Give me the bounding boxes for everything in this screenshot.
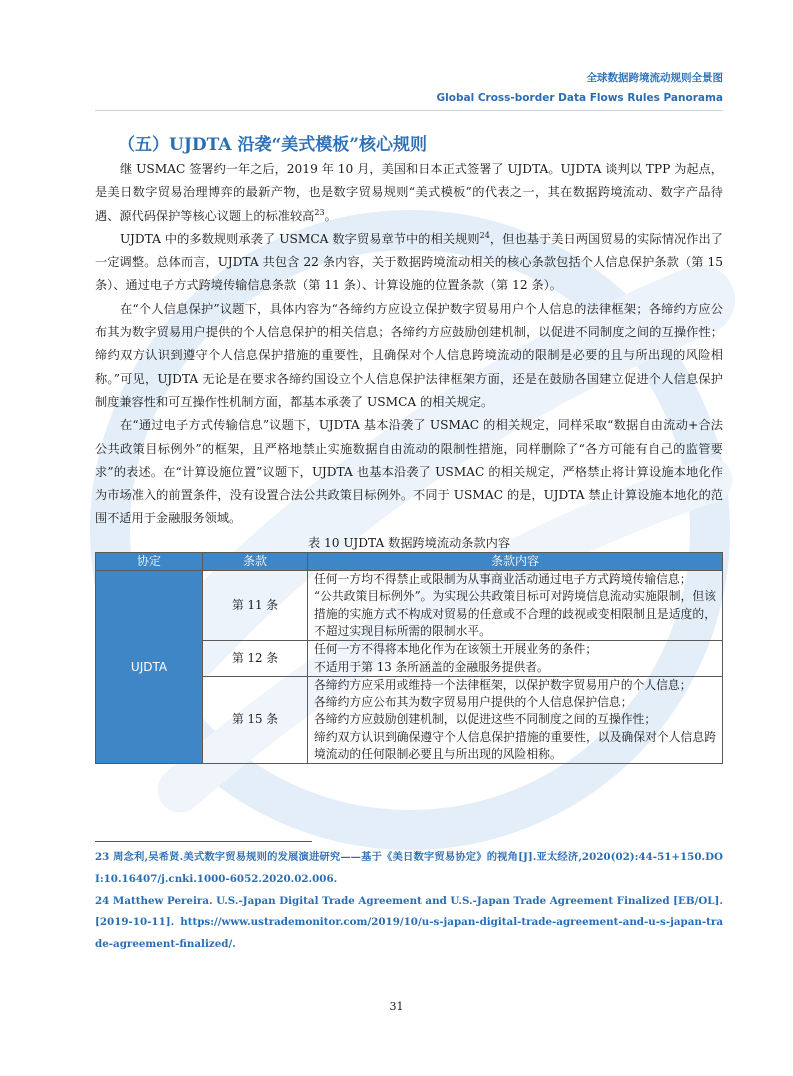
content-cell <box>308 641 723 677</box>
clause-cell: 第 15 条 <box>203 676 308 763</box>
paragraph-2: UJDTA 中的多数规则承袭了 USMCA 数字贸易章节中的相关规则$^{24}$，但也基于美日两国贸易的实际情况作出了一定调整。总体而言，UJDTA 共包含 22 条内容，关于数据跨境流动相关的核心条款包括个人信息保护条款（第 15 条）、通过电子方式跨境传输信息条款（第 11 条）、计算设施的位置条款（第 12 条）。 <box>95 230 723 293</box>
footnote-ref-24[interactable]: 24 <box>479 230 490 240</box>
table-header-row <box>96 552 723 570</box>
clauses-table <box>95 552 723 765</box>
content-cell <box>308 676 723 763</box>
header-content: 条款内容 <box>308 552 723 570</box>
footnote-23: 23 周念利,吴希贤.美式数字贸易规则的发展演进研究——基于《美日数字贸易协定》的视角[J].亚太经济,2020(02):44-51+150.DOI:10.16407/j.cnki.1000-6052.2020.02.006. <box>95 851 723 885</box>
footnote-ref-23[interactable]: 23 <box>314 207 325 217</box>
content-cell <box>308 571 723 641</box>
paragraph-1: 继 USMAC 签署约一年之后，2019 年 10 月，美国和日本正式签署了 UJDTA。UJDTA 谈判以 TPP 为起点，是美日数字贸易治理博弈的最新产物，也是数字贸易规则“美式模板”的代表之一，其在数据跨境流动、数字产品待遇、源代码保护等核心议题上的标准较高$^{23}$。 <box>95 162 723 223</box>
page-number: 31 <box>389 1000 404 1013</box>
content-line: 各缔约方应采用或维持一个法律框架，以保护数字贸易用户的个人信息； <box>314 677 692 692</box>
content-line: 各缔约方应鼓励创建机制，以促进这些不同制度之间的互操作性； <box>314 712 657 727</box>
header-protocol: 协定 <box>96 552 203 570</box>
content-line: 任何一方均不得禁止或限制为从事商业活动通过电子方式跨境传输信息； <box>314 572 692 587</box>
content-line: 任何一方不得将本地化作为在该领土开展业务的条件； <box>314 642 598 657</box>
content-line: “公共政策目标例外”。为实现公共政策目标可对跨境信息流动实施限制，但该措施的实施方式不构成对贸易的任意或不合理的歧视或变相限制且是适度的，不超过实现目标所需的限制水平。 <box>314 589 716 638</box>
content-line: 各缔约方应公布其为数字贸易用户提供的个人信息保护信息； <box>314 695 633 710</box>
content-line: 缔约双方认识到确保遵守个人信息保护措施的重要性，以及确保对个人信息跨境流动的任何限制必要且与所出现的风险相称。 <box>314 729 716 762</box>
footnote-24[interactable]: 24 Matthew Pereira. U.S.-Japan Digital Trade Agreement and U.S.-Japan Trade Agreement Finalized [EB/OL]. [2019-10-11]. https://www.ustrademonitor.com/2019/10/u-s-japan-digital-trade-agreement-and-u-s-japan-trade-agreement-finalized/. <box>95 894 723 951</box>
main-content <box>95 158 723 764</box>
protocol-cell: UJDTA <box>96 571 203 764</box>
footnote-divider <box>95 841 312 842</box>
clause-cell: 第 12 条 <box>203 641 308 677</box>
paragraph-3: 在“个人信息保护”议题下，具体内容为“各缔约方应设立保护数字贸易用户个人信息的法律框架；各缔约方应公布其为数字贸易用户提供的个人信息保护的相关信息；各缔约方应鼓励创建机制，以促进不同制度之间的互操作性；缔约双方认识到遵守个人信息保护措施的重要性，且确保对个人信息跨境流动的限制是必要的且与所出现的风险相称。”可见，UJDTA 无论是在要求各缔约国设立个人信息保护法律框架方面，还是在鼓励各国建立促进个人信息保护制度兼容性和可互操作性机制方面，都基本承袭了 USMCA 的相关规定。 <box>95 301 723 409</box>
header-title-cn: 全球数据跨境流动规则全景图 <box>586 72 723 84</box>
clause-cell: 第 11 条 <box>203 571 308 641</box>
content-line: 不适用于第 13 条所涵盖的金融服务提供者。 <box>314 659 549 674</box>
header-divider <box>95 110 723 111</box>
footnotes <box>95 847 723 956</box>
section-title: （五）UJDTA 沿袭“美式模板”核心规则 <box>118 135 427 155</box>
table-caption: 表 10 UJDTA 数据跨境流动条款内容 <box>307 535 511 550</box>
paragraph-4: 在“通过电子方式传输信息”议题下，UJDTA 基本沿袭了 USMAC 的相关规定，同样采取“数据自由流动+合法公共政策目标例外”的框架，且严格地禁止实施数据自由流动的限制性措施，同样删除了“各方可能有自己的监管要求”的表述。在“计算设施位置”议题下，UJDTA 也基本沿袭了 USMAC 的相关规定，严格禁止将计算设施本地化作为市场准入的前置条件，没有设置合法公共政策目标例外。不同于 USMAC 的是，UJDTA 禁止计算设施本地化的范围不适用于金融服务领域。 <box>95 418 723 526</box>
table-row <box>96 571 723 641</box>
header-title-en: Global Cross-border Data Flows Rules Panorama <box>436 92 723 104</box>
header-clause: 条款 <box>203 552 308 570</box>
